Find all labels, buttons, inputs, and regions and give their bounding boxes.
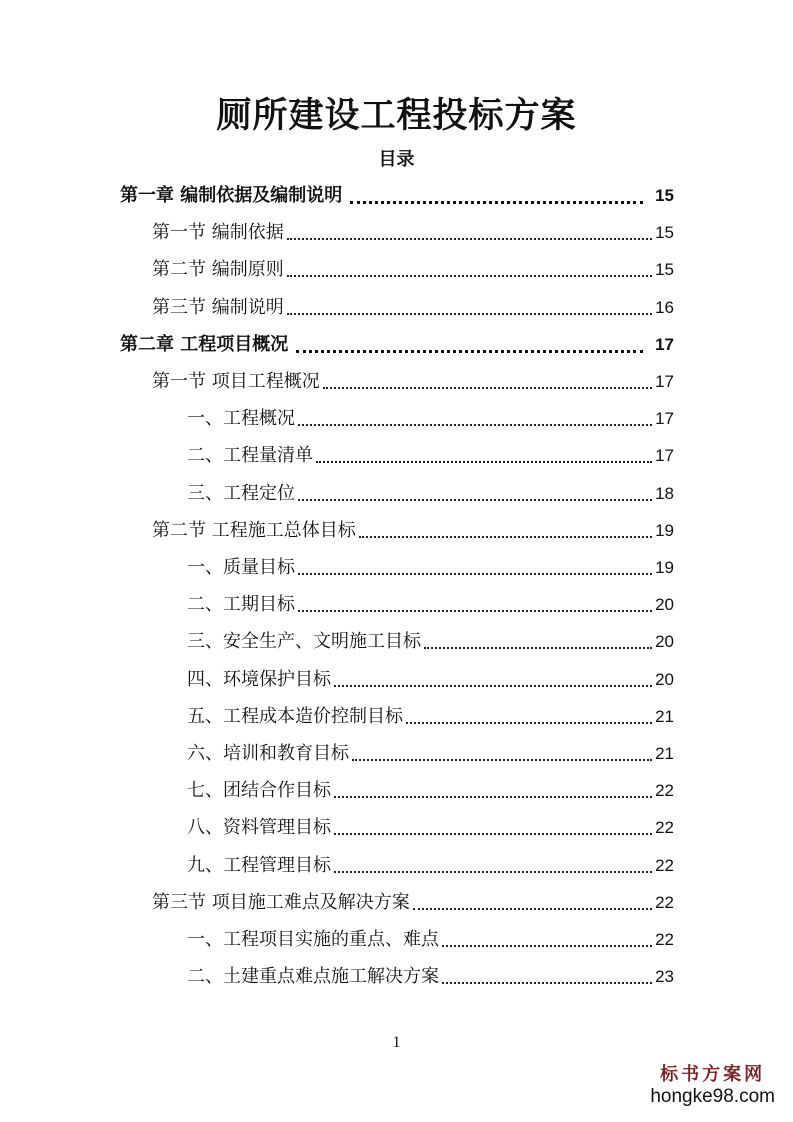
- toc-entry-item[interactable]: [187, 961, 674, 989]
- dot-leader: [298, 610, 652, 612]
- toc-entry-page: 17: [655, 409, 674, 429]
- toc-entry-page: 16: [655, 297, 674, 317]
- toc-entry-item[interactable]: [187, 664, 674, 692]
- toc-entry-label: 一、工程概况: [187, 408, 295, 430]
- toc-entry-section[interactable]: [152, 366, 674, 394]
- toc-entry-item[interactable]: [187, 701, 674, 729]
- watermark-logo: [650, 1064, 775, 1108]
- toc-entry-label: 六、培训和教育目标: [187, 743, 349, 764]
- toc-entry-page: 22: [655, 781, 674, 801]
- document-title: 厕所建设工程投标方案: [216, 95, 577, 136]
- toc-entry-page: 15: [655, 223, 674, 243]
- toc-entry-page: 15: [655, 260, 674, 280]
- toc-entry-item[interactable]: [187, 552, 674, 580]
- toc-entry-page: 22: [655, 818, 674, 838]
- toc-entry-page: 18: [655, 483, 674, 503]
- dot-leader: [296, 350, 643, 353]
- toc-entry-item[interactable]: [187, 812, 674, 840]
- toc-entry-section[interactable]: [152, 292, 674, 320]
- dot-leader: [287, 313, 652, 315]
- toc-entry-label: 第三节 编制说明: [152, 296, 284, 318]
- dot-leader: [316, 461, 652, 463]
- toc-entry-section[interactable]: [152, 254, 674, 282]
- toc-entry-item[interactable]: [187, 775, 674, 803]
- toc-entry-page: 22: [655, 892, 674, 912]
- dot-leader: [424, 647, 652, 649]
- toc-entry-section[interactable]: [152, 217, 674, 245]
- toc-entry-label: 第三节 项目施工难点及解决方案: [152, 891, 410, 913]
- toc-entry-label: 第一章 编制依据及编制说明: [120, 185, 343, 206]
- dot-leader: [352, 759, 652, 761]
- dot-leader: [334, 871, 652, 873]
- toc-entry-label: 五、工程成本造价控制目标: [187, 705, 403, 727]
- toc-entry-label: 一、工程项目实施的重点、难点: [187, 929, 439, 950]
- dot-leader: [350, 201, 643, 204]
- toc-entry-page: 20: [655, 595, 674, 615]
- toc-entry-item[interactable]: [187, 589, 674, 617]
- toc-entry-label: 第一节 编制依据: [152, 222, 284, 244]
- toc-entry-page: 21: [655, 706, 674, 726]
- toc-entry-page: 22: [655, 930, 674, 949]
- toc-entry-label: 九、工程管理目标: [187, 854, 331, 876]
- toc-entry-item[interactable]: [187, 478, 674, 506]
- toc-entry-page: 17: [655, 446, 674, 466]
- watermark-text: 标书方案网: [660, 1064, 766, 1085]
- toc-entry-item[interactable]: [187, 626, 674, 654]
- toc-entry-label: 三、安全生产、文明施工目标: [187, 631, 421, 653]
- toc-entry-item[interactable]: [187, 850, 674, 878]
- toc-entry-item[interactable]: [187, 440, 674, 468]
- dot-leader: [334, 685, 652, 687]
- toc-entry-chapter[interactable]: [120, 180, 674, 208]
- dot-leader: [406, 722, 652, 724]
- page-number: 1: [392, 1034, 401, 1051]
- toc-entry-label: 二、工程量清单: [187, 445, 313, 467]
- toc-entry-label: 四、环境保护目标: [187, 668, 331, 690]
- toc-entry-label: 第二节 工程施工总体目标: [152, 519, 356, 541]
- toc-entry-label: 第二章 工程项目概况: [120, 333, 289, 355]
- toc-entry-label: 第二节 编制原则: [152, 259, 284, 281]
- dot-leader: [287, 275, 652, 277]
- toc-entry-page: 20: [655, 669, 674, 689]
- toc-entry-page: 22: [655, 855, 674, 875]
- toc-entry-chapter[interactable]: [120, 329, 674, 357]
- toc-heading: 目录: [378, 149, 415, 170]
- toc-entry-item[interactable]: [187, 738, 674, 766]
- toc-entry-label: 二、工期目标: [187, 594, 295, 616]
- dot-leader: [298, 573, 652, 575]
- watermark-url: hongke98.com: [650, 1086, 775, 1107]
- dot-leader: [298, 499, 652, 501]
- toc-entry-label: 七、团结合作目标: [187, 780, 331, 802]
- dot-leader: [442, 945, 652, 947]
- toc-entry-page: 17: [655, 372, 674, 391]
- dot-leader: [287, 238, 652, 240]
- toc-entry-page: 20: [655, 632, 674, 652]
- toc-entry-item[interactable]: [187, 403, 674, 431]
- toc-entry-label: 八、资料管理目标: [187, 817, 331, 839]
- toc-entry-page: 23: [655, 967, 674, 987]
- toc-entry-page: 21: [655, 744, 674, 763]
- toc-entry-label: 二、土建重点难点施工解决方案: [187, 966, 439, 988]
- dot-leader: [413, 908, 652, 910]
- toc-entry-page: 15: [655, 186, 674, 205]
- toc-entry-page: 17: [655, 334, 674, 354]
- toc-entry-page: 19: [655, 520, 674, 540]
- dot-leader: [442, 982, 652, 984]
- dot-leader: [359, 536, 652, 538]
- toc-entry-page: 19: [655, 558, 674, 577]
- toc-entry-label: 一、质量目标: [187, 557, 295, 578]
- toc-entry-label: 第一节 项目工程概况: [152, 371, 320, 392]
- dot-leader: [334, 796, 652, 798]
- toc-entry-section[interactable]: [152, 887, 674, 915]
- dot-leader: [334, 833, 652, 835]
- toc-entry-label: 三、工程定位: [187, 482, 295, 504]
- toc-entry-section[interactable]: [152, 515, 674, 543]
- dot-leader: [323, 387, 652, 389]
- toc-entry-item[interactable]: [187, 924, 674, 952]
- dot-leader: [298, 424, 652, 426]
